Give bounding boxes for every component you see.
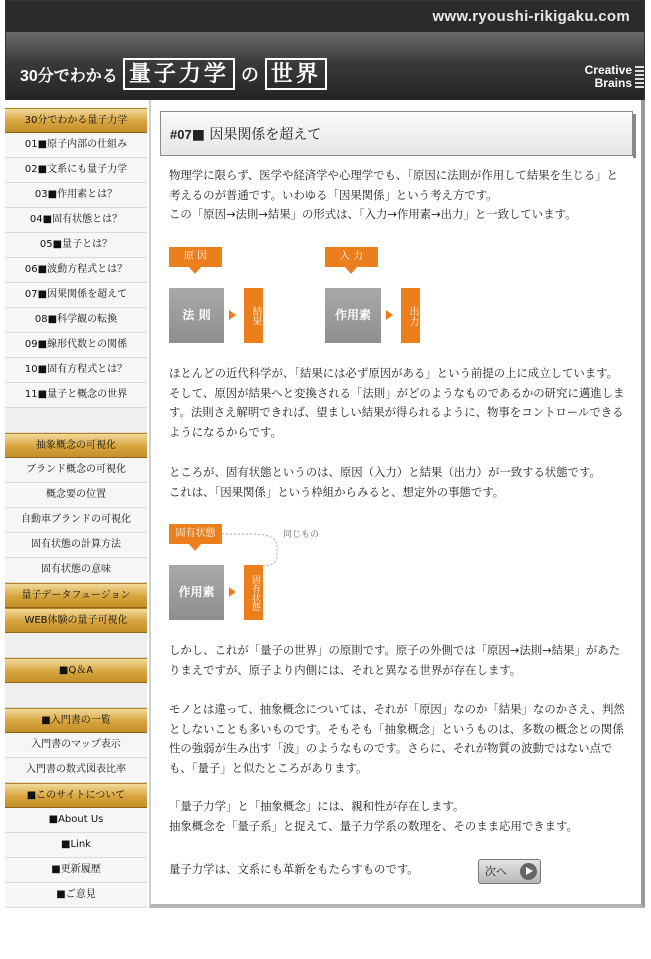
paragraph-2: ほとんどの近代科学が、「結果には必ず原因がある」という前提の上に成立しています。そして、原因が結果へと変換される「法則」がどのようなものであるかの研究に邁進します。法則さえ解明できれば、望ましい結果が得られるように、物事をコントロールできるようになるからです。	[169, 366, 625, 439]
sidebar-item-about-us[interactable]: ■About Us	[5, 808, 147, 833]
sidebar-item-04[interactable]: 04■固有状態とは？	[5, 208, 147, 233]
result-tag: 結果	[244, 288, 263, 343]
arrow-right-icon	[229, 587, 236, 597]
paragraph-6	[169, 797, 629, 836]
menu-head-fusion[interactable]: 量子データフュージョン	[5, 583, 147, 608]
title-mark: ■	[191, 127, 205, 143]
sidebar-spacer	[5, 683, 147, 708]
menu-head-intro[interactable]: 30分でわかる量子力学	[5, 108, 147, 133]
sidebar-item-08[interactable]: 08■科学観の転換	[5, 308, 147, 333]
play-arrow-icon	[520, 863, 537, 880]
creative-line2: Brains	[594, 76, 632, 90]
sidebar-item-position[interactable]: 概念要の位置	[5, 483, 147, 508]
paragraph-3a-text: ところが、固有状態というのは、原因（入力）と結果（出力）が一致する状態です。	[169, 465, 601, 479]
arrow-right-icon	[229, 310, 236, 320]
sidebar-item-meaning[interactable]: 固有状態の意味	[5, 558, 147, 583]
sidebar-item-09[interactable]: 09■線形代数との関係	[5, 333, 147, 358]
paragraph-1b-text: この「原因→法則→結果」の形式は、「入力→作用素→出力」と一致しています。	[169, 207, 577, 222]
sidebar-item-10[interactable]: 10■固有方程式とは？	[5, 358, 147, 383]
brand-word-quantum: 量子力学	[123, 58, 235, 90]
title-number: #07	[170, 127, 192, 142]
main-content	[149, 100, 645, 908]
arrow-down-icon	[189, 544, 201, 551]
sidebar-item-brand[interactable]: ブランド概念の可視化	[5, 458, 147, 483]
operator-box: 作用素	[169, 565, 224, 620]
sidebar-item-06[interactable]: 06■波動方程式とは？	[5, 258, 147, 283]
arrow-down-icon	[345, 267, 357, 274]
menu-head-visualization[interactable]: 抽象概念の可視化	[5, 433, 147, 458]
eigen-out-tag: 固有状態	[244, 565, 263, 620]
output-tag: 出力	[401, 288, 420, 343]
sidebar-item-car-brand[interactable]: 自動車ブランドの可視化	[5, 508, 147, 533]
sidebar-item-03[interactable]: 03■作用素とは？	[5, 183, 147, 208]
paragraph-5: モノとは違って、抽象概念については、それが「原因」なのか「結果」なのかさえ、判然としないことも多いものです。そもそも「抽象概念」というものは、多数の概念との関係性の強弱が生み出す「波」のようなものです。さらに、それが物質の波動ではない点でも、「量子」と似たところがあります。	[169, 702, 625, 775]
sidebar-item-07[interactable]: 07■因果関係を超えて	[5, 283, 147, 308]
menu-head-web[interactable]: WEB体験の量子可視化	[5, 608, 147, 633]
cause-tag: 原 因	[169, 247, 222, 267]
sidebar-item-history[interactable]: ■更新履歴	[5, 858, 147, 883]
menu-head-about[interactable]: ■このサイトについて	[5, 783, 147, 808]
arrow-down-icon	[189, 267, 201, 274]
same-label: 同じもの	[283, 530, 320, 540]
arrow-right-icon	[386, 310, 393, 320]
paragraph-1-text: 物理学に限らず、医学や経済学や心理学でも、「原因に法則が作用して結果を生じる」と考えるのが普通です。いわゆる「因果関係」という考え方です。	[169, 168, 619, 202]
creative-line1: Creative	[584, 63, 632, 77]
eigen-tag: 固有状態	[169, 524, 222, 544]
sidebar-item-05[interactable]: 05■量子とは？	[5, 233, 147, 258]
sidebar-item-feedback[interactable]: ■ご意見	[5, 883, 147, 908]
operator-box: 作用素	[325, 288, 381, 343]
paragraph-7: 量子力学は、文系にも革新をもたらすものです。	[169, 862, 419, 876]
next-label: 次へ	[485, 865, 507, 878]
site-header	[5, 0, 645, 100]
next-button[interactable]	[478, 859, 541, 884]
menu-head-books[interactable]: ■入門書の一覧	[5, 708, 147, 733]
page-title-bar	[160, 111, 633, 156]
brand-no: の	[240, 65, 259, 85]
page-title	[170, 124, 321, 144]
title-label: 因果関係を超えて	[204, 127, 322, 143]
sidebar-nav	[5, 108, 147, 908]
paragraph-4: しかし、これが「量子の世界」の原則です。原子の外側では「原因→法則→結果」があたりまえですが、原子より内側には、それと異なる世界が存在します。	[169, 643, 621, 677]
sidebar-spacer	[5, 633, 147, 658]
site-url: www.ryoushi-rikigaku.com	[6, 1, 644, 32]
sidebar-item-link[interactable]: ■Link	[5, 833, 147, 858]
paragraph-1	[169, 166, 629, 225]
sidebar-item-02[interactable]: 02■文系にも量子力学	[5, 158, 147, 183]
sidebar-spacer	[5, 408, 147, 433]
sidebar-item-01[interactable]: 01■原子内部の仕組み	[5, 133, 147, 158]
menu-head-qa[interactable]: ■Q＆A	[5, 658, 147, 683]
sidebar-item-book-map[interactable]: 入門書のマップ表示	[5, 733, 147, 758]
input-tag: 入 力	[325, 247, 378, 267]
creative-brains-logo	[585, 64, 632, 90]
brand-word-world: 世界	[265, 58, 327, 90]
paragraph-3b-text: これは、「因果関係」という枠組からみると、想定外の事態です。	[169, 484, 505, 499]
paragraph-6a-text: 「量子力学」と「抽象概念」には、親和性が存在します。	[169, 799, 465, 813]
sidebar-item-book-ratio[interactable]: 入門書の数式図表比率	[5, 758, 147, 783]
paragraph-6b-text: 抽象概念を「量子系」と捉えて、量子力学系の数理を、そのまま応用できます。	[169, 818, 578, 833]
sidebar-item-11[interactable]: 11■量子と概念の世界	[5, 383, 147, 408]
paragraph-3	[169, 463, 629, 502]
site-logo[interactable]	[20, 58, 327, 90]
header-band	[6, 32, 644, 100]
law-box: 法 則	[169, 288, 224, 343]
sidebar-item-calc[interactable]: 固有状態の計算方法	[5, 533, 147, 558]
brand-prefix: 30分でわかる	[20, 67, 118, 85]
logo-bars-icon	[635, 66, 644, 90]
